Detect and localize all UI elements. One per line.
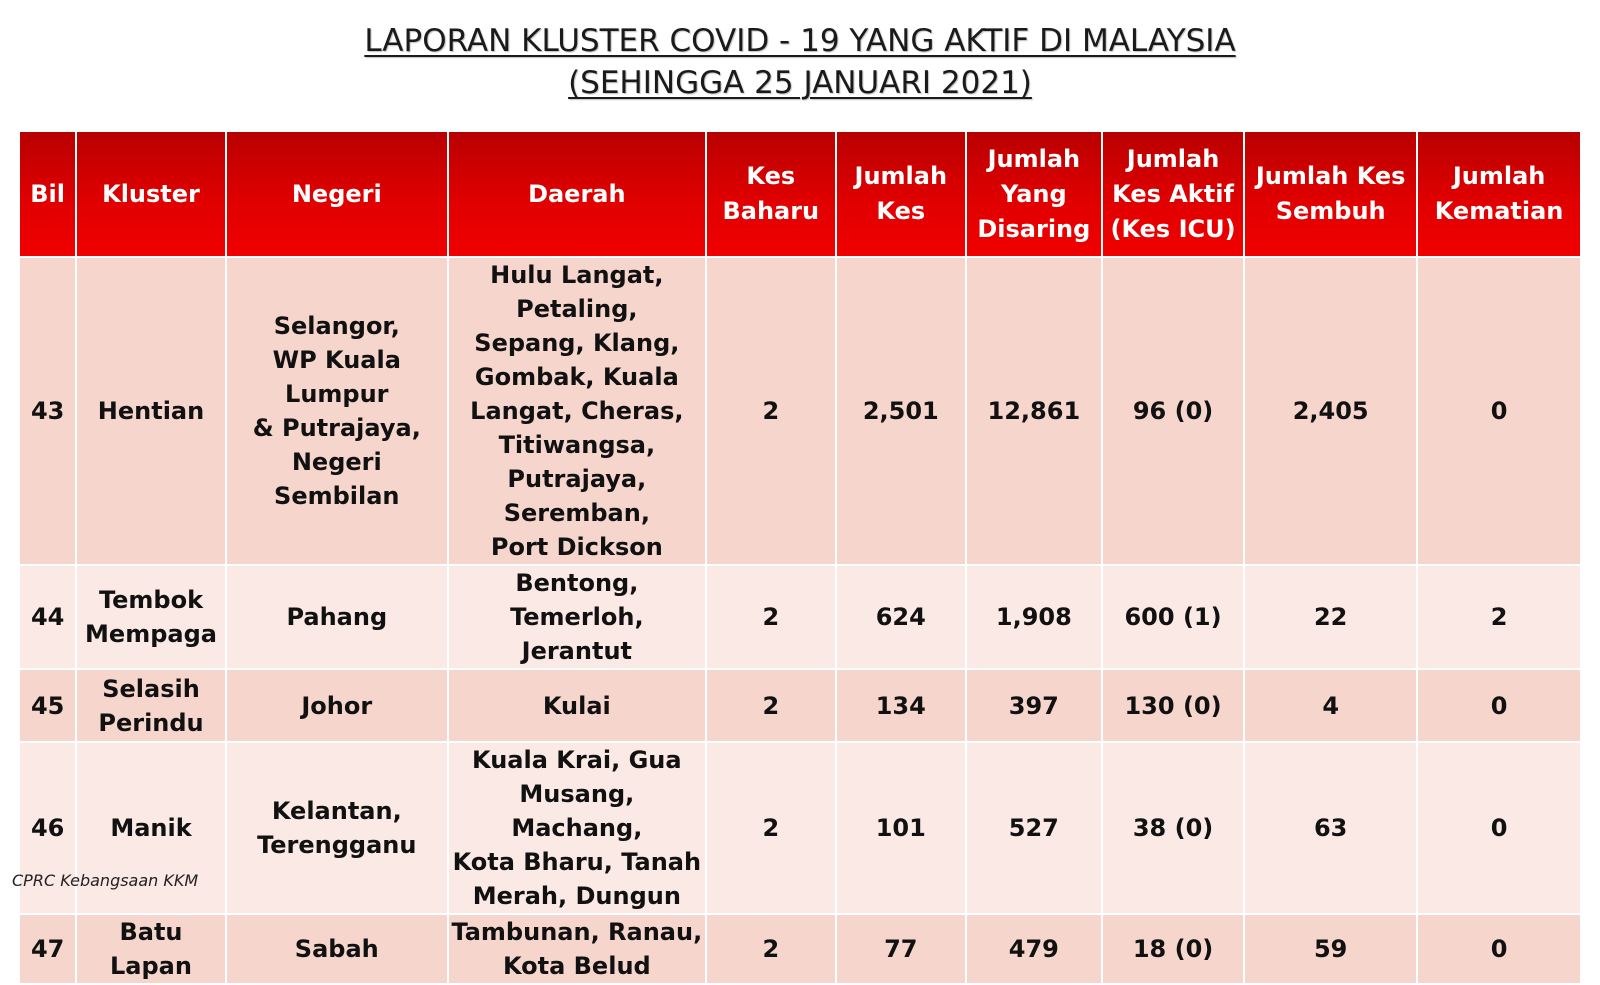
cell-jumlah-kematian: 2	[1418, 566, 1580, 668]
cell-jumlah-kes-aktif: 18 (0)	[1103, 915, 1243, 983]
header-kes-baharu: Kes Baharu	[707, 132, 835, 256]
cell-bil: 44	[20, 566, 75, 668]
report-title-line2: (SEHINGGA 25 JANUARI 2021)	[568, 65, 1032, 101]
cell-jumlah-kematian: 0	[1418, 915, 1580, 983]
cell-negeri: Selangor, WP Kuala Lumpur & Putrajaya, Negeri Sembilan	[227, 258, 447, 564]
cell-kes-baharu: 2	[707, 915, 835, 983]
table-row	[20, 743, 1580, 913]
cell-jumlah-disaring: 1,908	[967, 566, 1101, 668]
cell-daerah: Hulu Langat, Petaling, Sepang, Klang, Gombak, Kuala Langat, Cheras, Titiwangsa, Putrajaya, Seremban, Port Dickson	[449, 258, 705, 564]
cell-daerah: Bentong, Temerloh, Jerantut	[449, 566, 705, 668]
header-jumlah-disaring: Jumlah Yang Disaring	[967, 132, 1101, 256]
cell-jumlah-kes: 2,501	[837, 258, 965, 564]
cell-daerah: Tambunan, Ranau, Kota Belud	[449, 915, 705, 983]
cell-jumlah-kes-sembuh: 22	[1245, 566, 1416, 668]
table-row	[20, 670, 1580, 741]
cluster-table	[18, 130, 1582, 985]
cell-jumlah-kematian: 0	[1418, 670, 1580, 741]
cell-kes-baharu: 2	[707, 670, 835, 741]
cell-jumlah-kematian: 0	[1418, 258, 1580, 564]
cell-jumlah-kes-sembuh: 59	[1245, 915, 1416, 983]
cell-jumlah-disaring: 12,861	[967, 258, 1101, 564]
cell-jumlah-kes: 134	[837, 670, 965, 741]
cell-kluster: Hentian	[77, 258, 224, 564]
cell-jumlah-kes: 624	[837, 566, 965, 668]
cell-kluster: Manik	[77, 743, 224, 913]
cell-daerah: Kulai	[449, 670, 705, 741]
cell-jumlah-disaring: 527	[967, 743, 1101, 913]
header-jumlah-kematian: Jumlah Kematian	[1418, 132, 1580, 256]
header-jumlah-kes: Jumlah Kes	[837, 132, 965, 256]
header-row	[20, 132, 1580, 256]
cell-kluster: Batu Lapan	[77, 915, 224, 983]
header-daerah: Daerah	[449, 132, 705, 256]
cell-jumlah-kes: 77	[837, 915, 965, 983]
cell-bil: 43	[20, 258, 75, 564]
cell-jumlah-disaring: 479	[967, 915, 1101, 983]
header-jumlah-kes-aktif: Jumlah Kes Aktif (Kes ICU)	[1103, 132, 1243, 256]
cell-negeri: Sabah	[227, 915, 447, 983]
cell-daerah: Kuala Krai, Gua Musang, Machang, Kota Bharu, Tanah Merah, Dungun	[449, 743, 705, 913]
cell-bil: 47	[20, 915, 75, 983]
table-row	[20, 566, 1580, 668]
cell-jumlah-kes-aktif: 600 (1)	[1103, 566, 1243, 668]
cell-jumlah-kes-sembuh: 63	[1245, 743, 1416, 913]
cell-jumlah-kes-sembuh: 2,405	[1245, 258, 1416, 564]
header-bil: Bil	[20, 132, 75, 256]
cell-kes-baharu: 2	[707, 566, 835, 668]
cell-bil: 46	[20, 743, 75, 913]
cell-bil: 45	[20, 670, 75, 741]
cell-kluster: Selasih Perindu	[77, 670, 224, 741]
header-kluster: Kluster	[77, 132, 224, 256]
cell-jumlah-kes-sembuh: 4	[1245, 670, 1416, 741]
cell-kluster: Tembok Mempaga	[77, 566, 224, 668]
table-row	[20, 915, 1580, 983]
cell-kes-baharu: 2	[707, 258, 835, 564]
cell-jumlah-kematian: 0	[1418, 743, 1580, 913]
cell-negeri: Johor	[227, 670, 447, 741]
header-jumlah-kes-sembuh: Jumlah Kes Sembuh	[1245, 132, 1416, 256]
cell-jumlah-kes-aktif: 38 (0)	[1103, 743, 1243, 913]
cell-jumlah-kes-aktif: 130 (0)	[1103, 670, 1243, 741]
cell-jumlah-kes-aktif: 96 (0)	[1103, 258, 1243, 564]
report-title-line1: LAPORAN KLUSTER COVID - 19 YANG AKTIF DI MALAYSIA	[364, 23, 1236, 59]
cell-jumlah-kes: 101	[837, 743, 965, 913]
cell-negeri: Kelantan, Terengganu	[227, 743, 447, 913]
cell-kes-baharu: 2	[707, 743, 835, 913]
source-caption: CPRC Kebangsaan KKM	[12, 871, 199, 890]
cell-negeri: Pahang	[227, 566, 447, 668]
header-negeri: Negeri	[227, 132, 447, 256]
cell-jumlah-disaring: 397	[967, 670, 1101, 741]
report-title	[0, 20, 1600, 104]
table-row	[20, 258, 1580, 564]
